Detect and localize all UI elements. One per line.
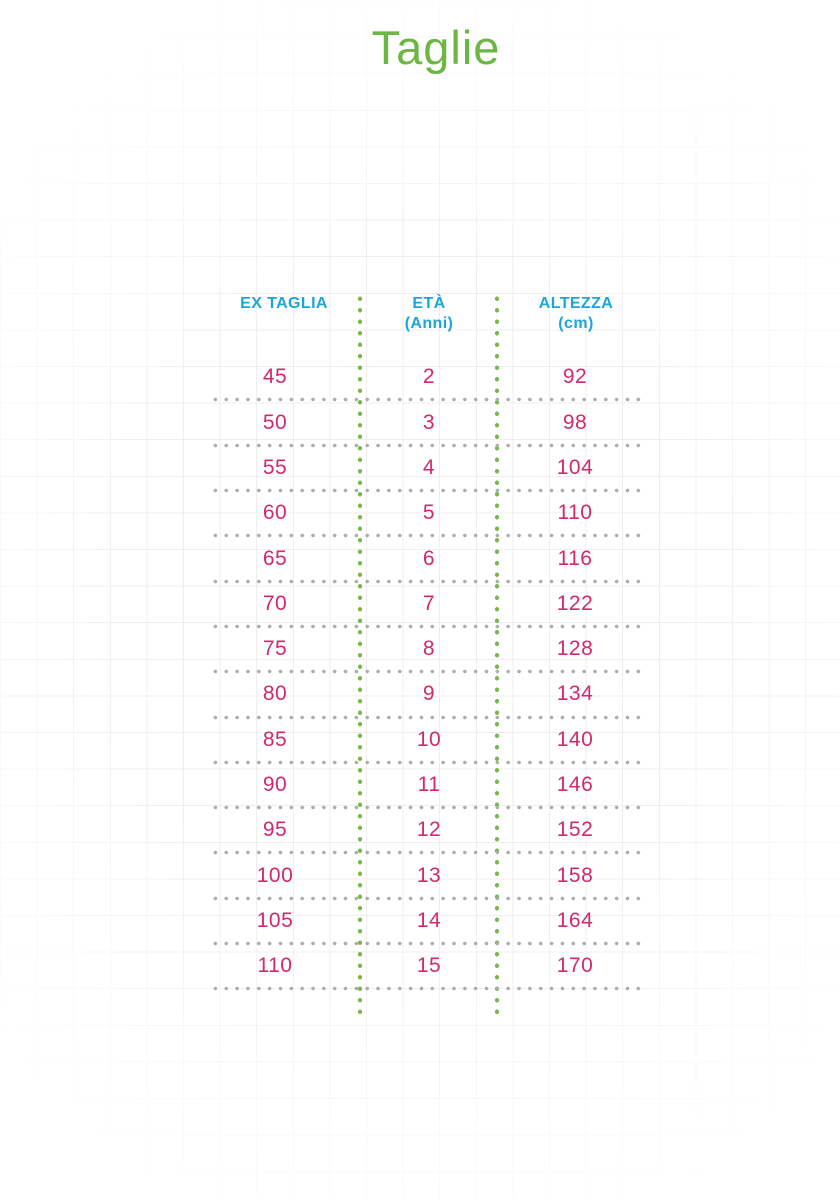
header-altezza bbox=[498, 294, 642, 334]
header-ex-taglia-line1: EX TAGLIA bbox=[240, 295, 328, 312]
cell-eta: 14 bbox=[416, 908, 442, 932]
table-row bbox=[208, 944, 642, 989]
table-row bbox=[208, 672, 642, 717]
header-eta-line2: (Anni) bbox=[404, 315, 454, 332]
cell-ex-taglia: 105 bbox=[256, 908, 294, 932]
cell-ex-taglia: 70 bbox=[262, 591, 288, 615]
table-row bbox=[208, 626, 642, 671]
cell-eta: 11 bbox=[417, 773, 441, 796]
cell-ex-taglia: 65 bbox=[262, 546, 288, 570]
table-row bbox=[208, 355, 642, 400]
table-row bbox=[208, 491, 642, 536]
header-altezza-line1: ALTEZZA bbox=[538, 295, 614, 312]
cell-ex-taglia: 110 bbox=[257, 954, 293, 978]
table-row bbox=[208, 898, 642, 943]
cell-ex-taglia: 100 bbox=[256, 863, 294, 887]
table-row bbox=[208, 445, 642, 490]
cell-eta: 9 bbox=[422, 682, 436, 706]
cell-altezza: 122 bbox=[556, 591, 594, 615]
table-row bbox=[208, 400, 642, 445]
table-row bbox=[208, 808, 642, 853]
cell-altezza: 152 bbox=[556, 818, 594, 842]
cell-altezza: 110 bbox=[557, 501, 593, 525]
cell-eta: 5 bbox=[422, 501, 436, 525]
cell-eta: 2 bbox=[422, 365, 436, 389]
cell-eta: 3 bbox=[422, 410, 436, 434]
cell-eta: 15 bbox=[416, 954, 442, 978]
cell-ex-taglia: 60 bbox=[262, 501, 288, 525]
cell-altezza: 98 bbox=[562, 410, 588, 434]
cell-altezza: 146 bbox=[556, 773, 594, 796]
cell-ex-taglia: 55 bbox=[262, 455, 288, 479]
cell-altezza: 92 bbox=[562, 365, 588, 389]
header-eta-line1: ETÀ bbox=[412, 295, 446, 312]
table-row bbox=[208, 536, 642, 581]
cell-altezza: 128 bbox=[556, 637, 594, 661]
table-row bbox=[208, 581, 642, 626]
table-row bbox=[208, 762, 642, 807]
cell-eta: 4 bbox=[422, 455, 436, 479]
row-separator-dotted bbox=[208, 986, 642, 991]
cell-altezza: 164 bbox=[556, 908, 594, 932]
size-table-body bbox=[208, 355, 642, 989]
cell-altezza: 104 bbox=[556, 455, 594, 479]
page-title: Taglie bbox=[371, 21, 501, 74]
cell-ex-taglia: 85 bbox=[262, 727, 288, 751]
cell-altezza: 134 bbox=[556, 682, 594, 706]
cell-altezza: 116 bbox=[557, 546, 593, 570]
cell-ex-taglia: 75 bbox=[262, 637, 288, 661]
cell-eta: 12 bbox=[416, 818, 442, 842]
cell-ex-taglia: 90 bbox=[262, 773, 288, 796]
header-eta bbox=[360, 294, 498, 334]
table-row bbox=[208, 853, 642, 898]
cell-altezza: 170 bbox=[556, 954, 594, 978]
header-altezza-line2: (cm) bbox=[558, 315, 594, 332]
cell-ex-taglia: 50 bbox=[262, 410, 288, 434]
size-table-header bbox=[208, 294, 642, 334]
table-row bbox=[208, 717, 642, 762]
cell-eta: 7 bbox=[422, 591, 436, 615]
cell-eta: 13 bbox=[416, 863, 442, 887]
cell-altezza: 140 bbox=[556, 727, 594, 751]
cell-eta: 8 bbox=[422, 637, 436, 661]
cell-ex-taglia: 95 bbox=[262, 818, 288, 842]
cell-eta: 6 bbox=[422, 546, 436, 570]
cell-ex-taglia: 80 bbox=[262, 682, 288, 706]
cell-altezza: 158 bbox=[556, 863, 594, 887]
cell-ex-taglia: 45 bbox=[262, 365, 288, 389]
cell-eta: 10 bbox=[416, 727, 442, 751]
header-ex-taglia bbox=[208, 294, 360, 334]
